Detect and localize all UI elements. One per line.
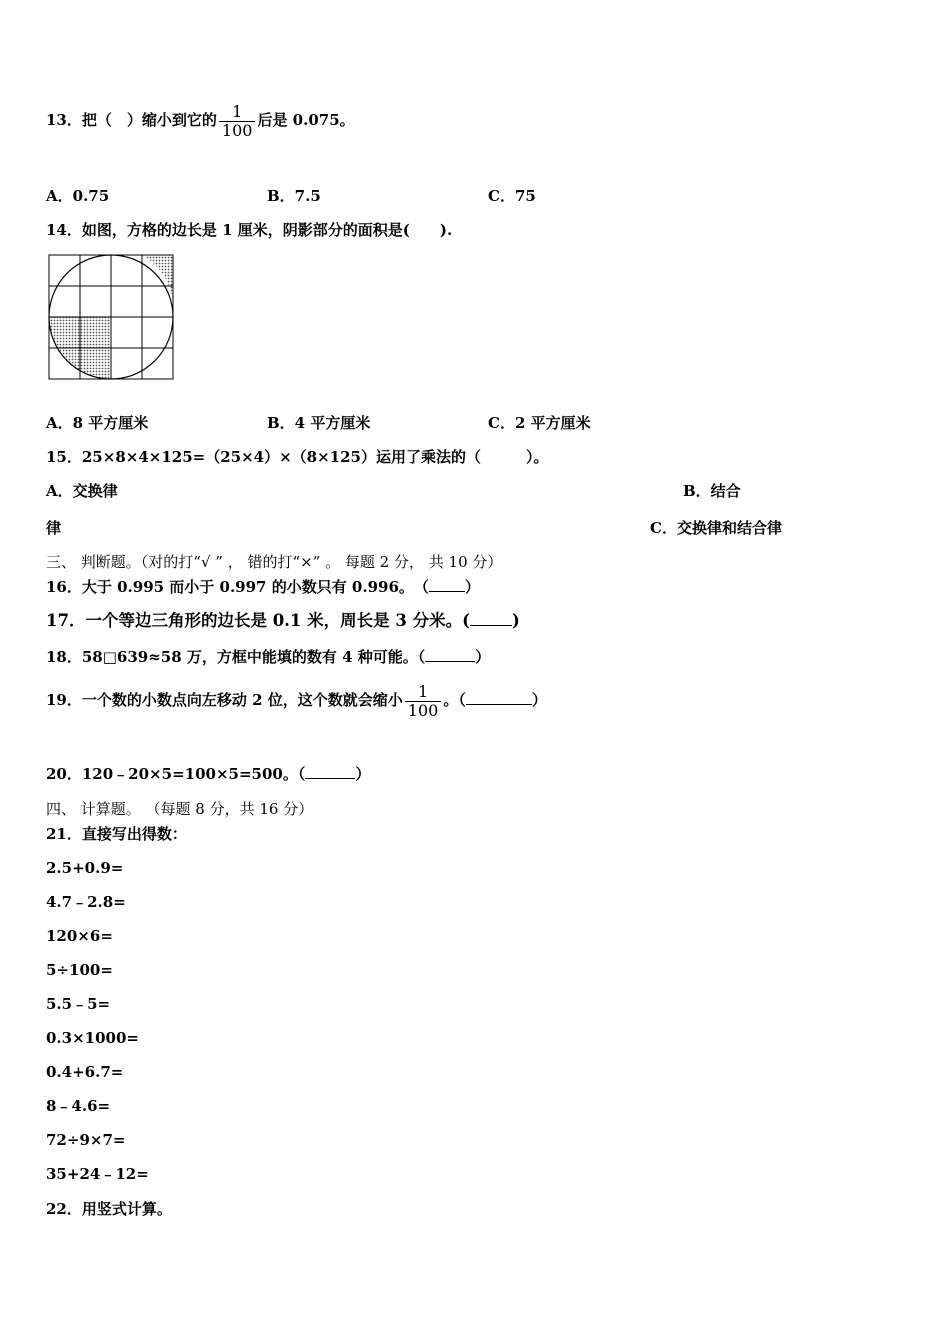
answer-blank[interactable] bbox=[470, 611, 512, 626]
q15-option-c[interactable]: C．交换律和结合律 bbox=[650, 519, 782, 537]
calc-item: 72÷9×7= bbox=[46, 1131, 126, 1149]
calc-item: 120×6= bbox=[46, 927, 113, 945]
calc-item: 0.4+6.7= bbox=[46, 1063, 124, 1081]
q16-close: ） bbox=[464, 578, 480, 596]
question-14: 14．如图，方格的边长是 1 厘米，阴影部分的面积是( ). bbox=[46, 221, 453, 239]
question-22: 22．用竖式计算。 bbox=[46, 1200, 172, 1218]
question-15: 15．25×8×4×125=（25×4）×（8×125）运用了乘法的（ ）。 bbox=[46, 448, 549, 466]
answer-blank[interactable] bbox=[425, 647, 475, 662]
question-21: 21．直接写出得数： bbox=[46, 825, 187, 843]
answer-blank[interactable] bbox=[305, 764, 355, 779]
fraction-one-hundredth bbox=[405, 683, 442, 720]
q15-option-b[interactable]: B．结合 bbox=[683, 482, 741, 500]
q13-option-c[interactable]: C．75 bbox=[488, 187, 536, 205]
q15-option-b-continued: 律 bbox=[46, 519, 62, 537]
question-18 bbox=[46, 647, 490, 667]
q19-prefix: 19．一个数的小数点向左移动 2 位，这个数就会缩小 bbox=[46, 691, 403, 709]
question-20 bbox=[46, 764, 370, 784]
q14-option-c[interactable]: C．2 平方厘米 bbox=[488, 414, 591, 432]
calc-item: 0.3×1000= bbox=[46, 1029, 139, 1047]
question-19 bbox=[46, 680, 547, 720]
answer-blank[interactable] bbox=[429, 577, 465, 592]
section-3-heading: 三、 判断题。（对的打“√ ” ， 错的打“×” 。 每题 2 分， 共 10 分） bbox=[46, 553, 503, 571]
calc-item: 4.7﹣2.8= bbox=[46, 893, 126, 911]
q18-close: ） bbox=[475, 648, 491, 666]
question-13 bbox=[46, 100, 355, 140]
fraction-denominator: 100 bbox=[221, 120, 253, 140]
q19-suffix: 。（ bbox=[443, 691, 466, 709]
q13-suffix: 后是 0.075。 bbox=[257, 111, 355, 129]
section-4-heading: 四、 计算题。 （每题 8 分，共 16 分） bbox=[46, 800, 314, 818]
calc-item: 5.5﹣5= bbox=[46, 995, 111, 1013]
calc-item: 8﹣4.6= bbox=[46, 1097, 111, 1115]
q20-text: 20．120﹣20×5=100×5=500。（ bbox=[46, 765, 306, 783]
calc-item: 2.5+0.9= bbox=[46, 859, 124, 877]
calc-item: 5÷100= bbox=[46, 961, 113, 979]
q20-close: ） bbox=[355, 765, 371, 783]
q17-text: 17．一个等边三角形的边长是 0.1 米，周长是 3 分米。( bbox=[46, 611, 470, 630]
q14-option-a[interactable]: A．8 平方厘米 bbox=[46, 414, 149, 432]
fraction-numerator: 1 bbox=[219, 103, 256, 122]
fraction-numerator: 1 bbox=[405, 683, 442, 702]
calc-item: 35+24﹣12= bbox=[46, 1165, 149, 1183]
grid-circle-figure bbox=[47, 253, 177, 383]
answer-blank[interactable] bbox=[466, 690, 532, 705]
q13-prefix: 13．把（ ）缩小到它的 bbox=[46, 111, 217, 129]
q14-option-b[interactable]: B．4 平方厘米 bbox=[267, 414, 371, 432]
fraction-denominator: 100 bbox=[407, 700, 439, 720]
question-17 bbox=[46, 611, 520, 631]
q16-text: 16．大于 0.995 而小于 0.997 的小数只有 0.996。 （ bbox=[46, 578, 429, 596]
q17-close: ) bbox=[511, 611, 520, 630]
q13-option-b[interactable]: B．7.5 bbox=[267, 187, 321, 205]
q18-text: 18．58□639≈58 万，方框中能填的数有 4 种可能。（ bbox=[46, 648, 426, 666]
fraction-one-hundredth bbox=[219, 103, 256, 140]
question-16 bbox=[46, 577, 480, 597]
q13-option-a[interactable]: A．0.75 bbox=[46, 187, 110, 205]
q19-close: ） bbox=[531, 691, 547, 709]
q15-option-a[interactable]: A．交换律 bbox=[46, 482, 118, 500]
